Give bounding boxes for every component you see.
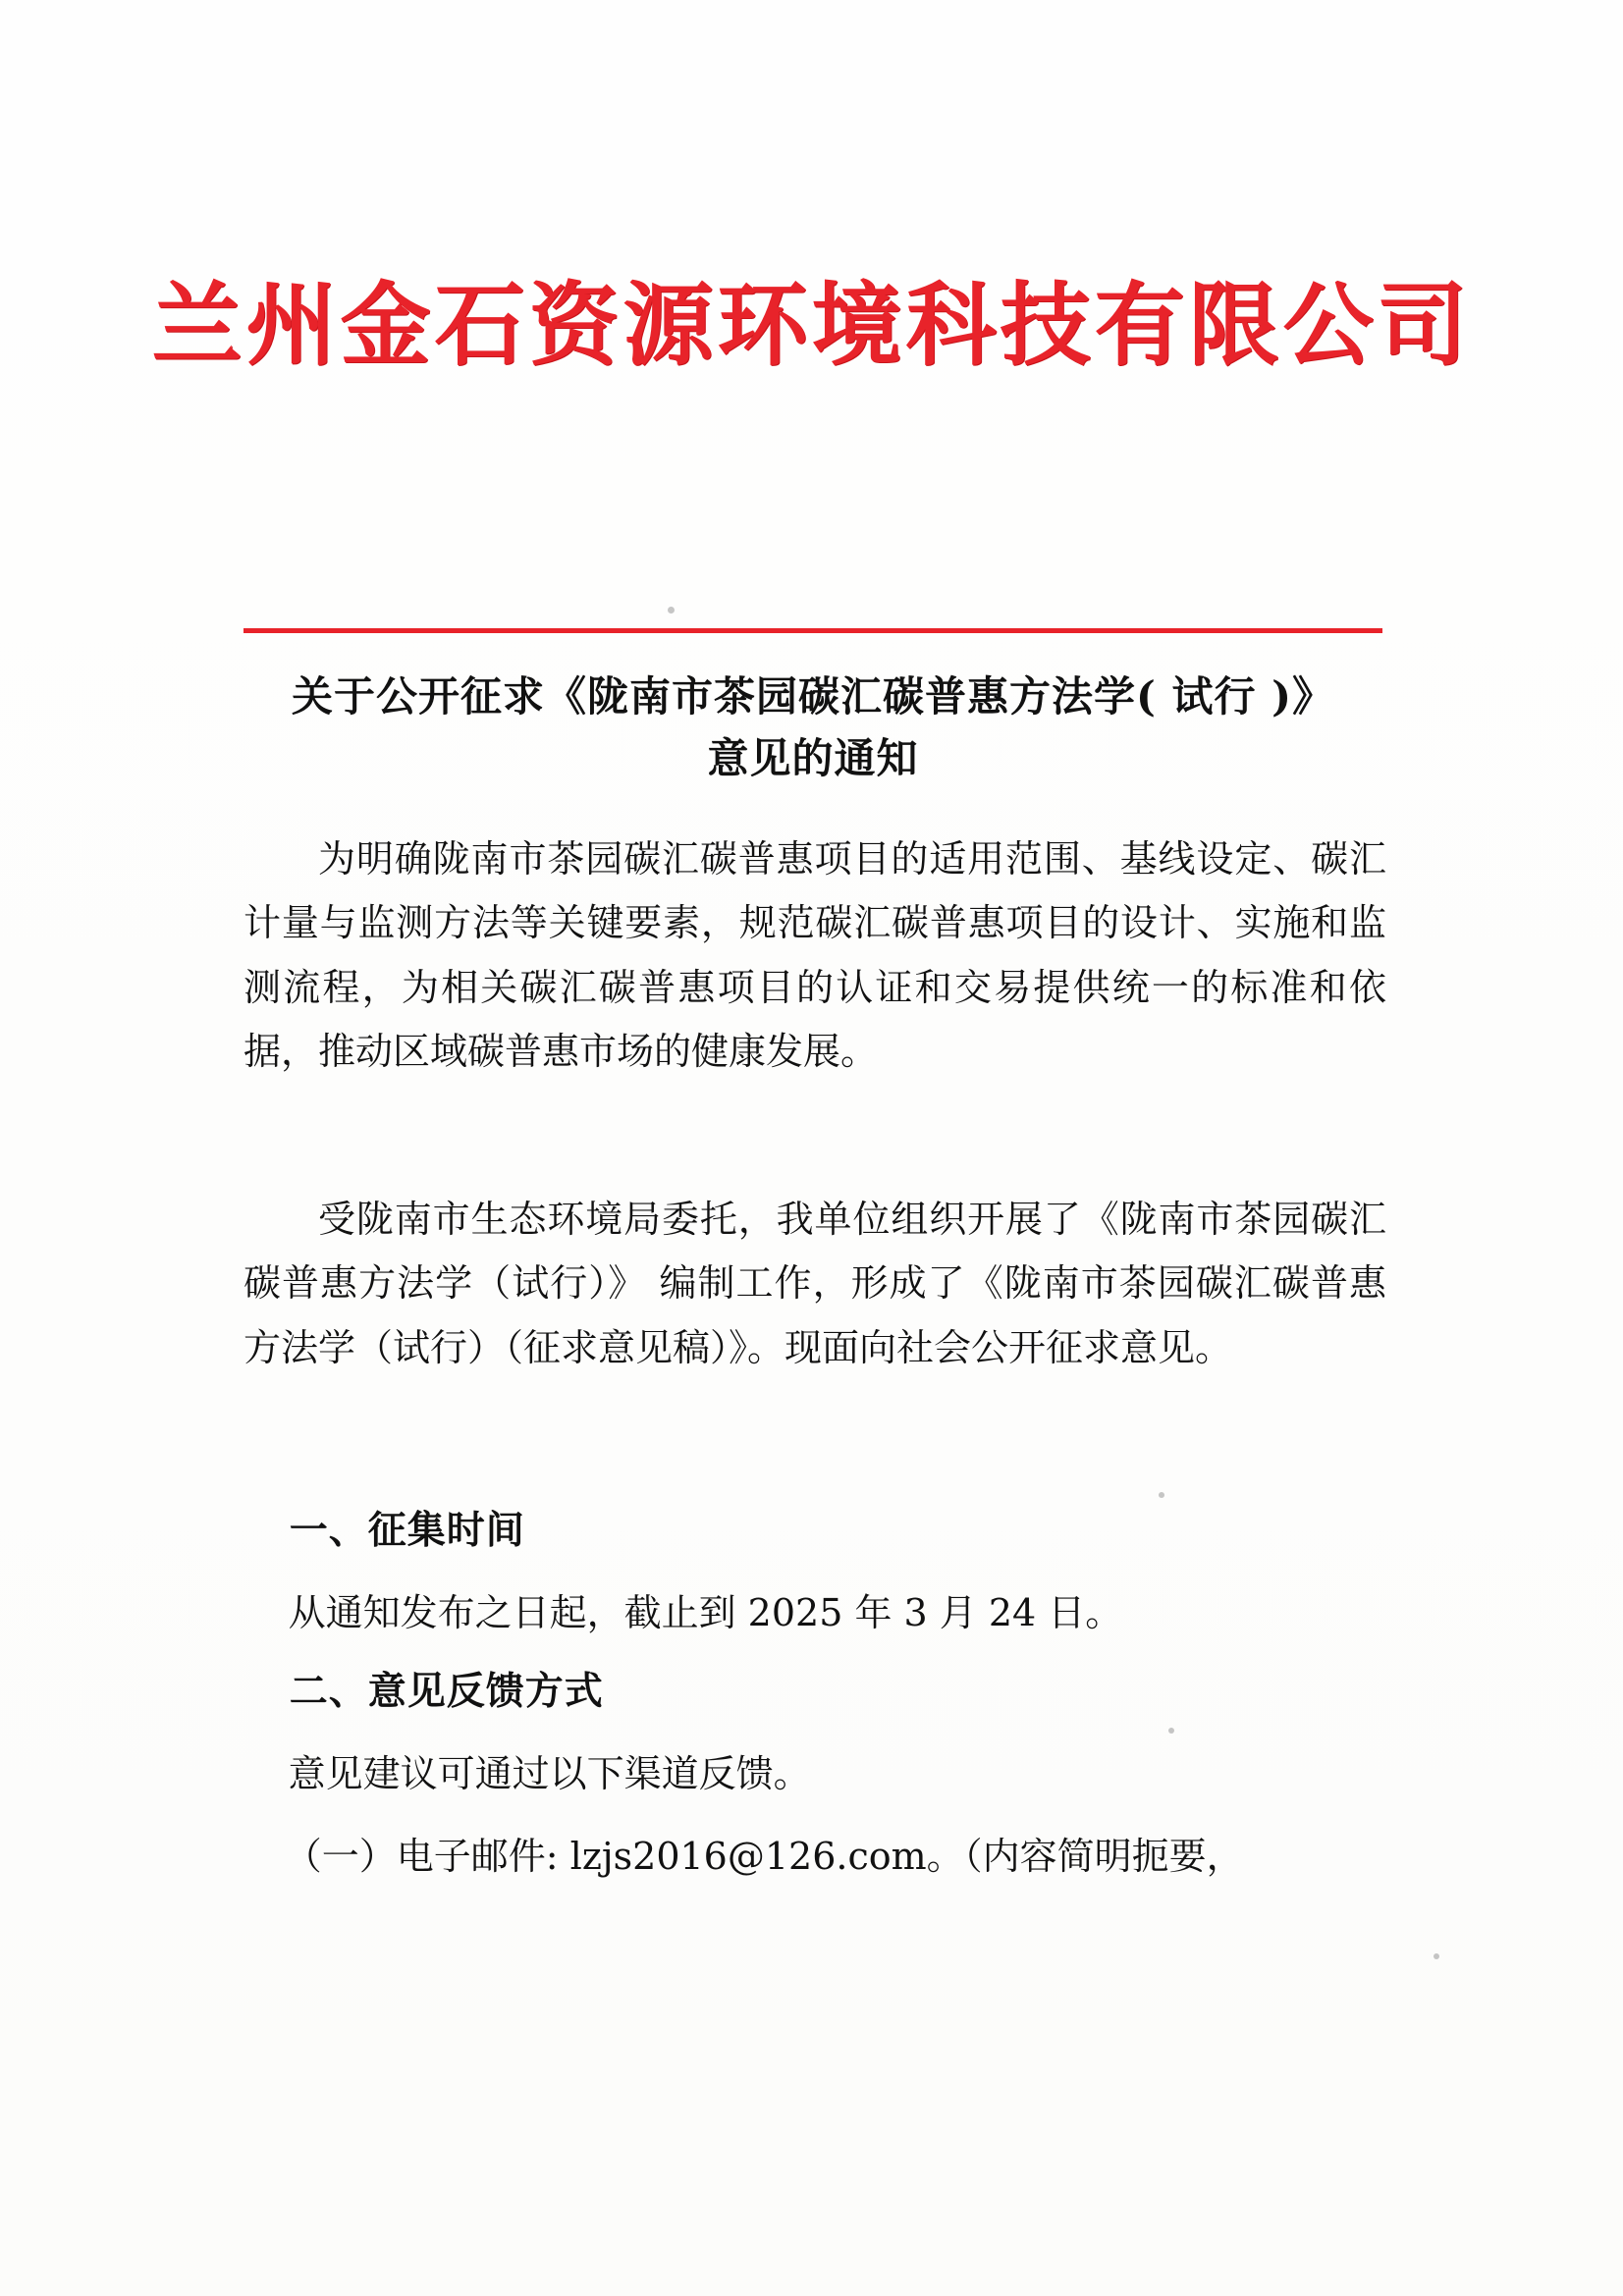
document-title-line-1: 关于公开征求《陇南市茶园碳汇碳普惠方法学( 试行 )》 xyxy=(292,672,1334,721)
document-title-line-2: 意见的通知 xyxy=(707,734,919,782)
red-divider-rule xyxy=(243,628,1382,633)
body-paragraph-1: 为明确陇南市茶园碳汇碳普惠项目的适用范围、基线设定、碳汇计量与监测方法等关键要素，规范碳汇碳普惠项目的设计、实施和监测流程，为相关碳汇碳普惠项目的认证和交易提供统一的标准和依据，推动区域碳普惠市场的健康发展。 xyxy=(243,837,1386,1074)
scan-speck xyxy=(1168,1728,1174,1734)
document-title xyxy=(243,666,1382,789)
section-2-body: 意见建议可通过以下渠道反馈。 xyxy=(288,1752,811,1795)
scan-speck xyxy=(1159,1492,1164,1498)
section-1-heading: 一、征集时间 xyxy=(289,1508,525,1553)
section-1-body: 从通知发布之日起，截止到 2025 年 3 月 24 日。 xyxy=(288,1591,1123,1634)
section-2-item-1: （一）电子邮件: lzjs2016@126.com。（内容简明扼要， xyxy=(284,1835,1244,1878)
scan-speck xyxy=(1434,1953,1439,1959)
section-2-heading: 二、意见反馈方式 xyxy=(289,1669,604,1714)
scan-speck xyxy=(668,607,675,614)
company-letterhead: 兰州金石资源环境科技有限公司 xyxy=(151,272,1472,378)
body-paragraph-2: 受陇南市生态环境局委托，我单位组织开展了《陇南市茶园碳汇碳普惠方法学（试行）》 编制工作，形成了《陇南市茶园碳汇碳普惠方法学（试行）（征求意见稿）》。现面向社会公开征求意见。 xyxy=(243,1198,1386,1369)
